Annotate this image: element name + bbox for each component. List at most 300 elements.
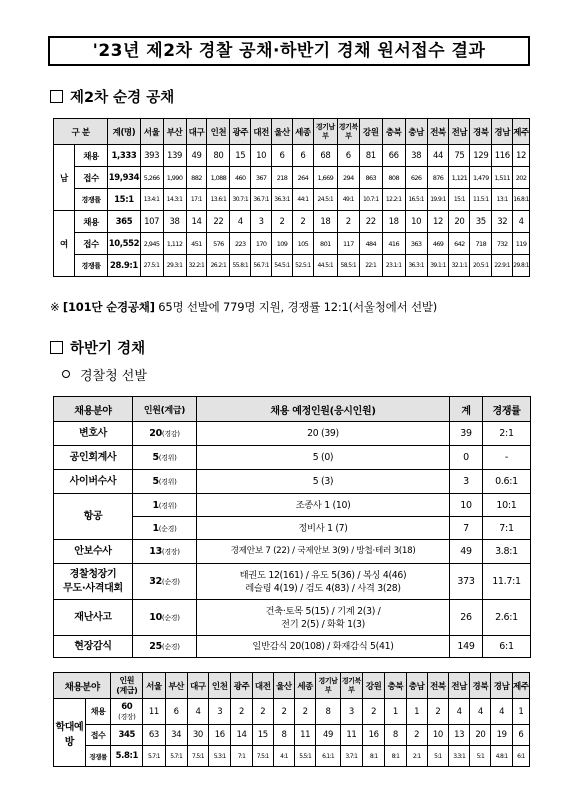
value-cell: 801	[313, 233, 337, 255]
value-cell: 5.7:1	[143, 746, 165, 767]
section-heading-2-text: 하반기 경채	[70, 341, 146, 357]
table-header-row	[54, 673, 530, 699]
value-cell: 15	[230, 145, 251, 167]
table-header-row	[54, 397, 531, 422]
value-cell: 2	[295, 699, 316, 725]
table-row	[54, 564, 531, 600]
value-cell: 12.2:1	[382, 189, 405, 211]
value-cell: 416	[382, 233, 405, 255]
value-cell: 13	[449, 725, 470, 746]
value-cell: 20.5:1	[470, 255, 492, 277]
total-cell: 7	[450, 517, 483, 540]
value-cell: 49:1	[337, 189, 359, 211]
count-cell: 13(경장)	[133, 540, 197, 564]
section-heading-1-text: 제2차 순경 공채	[70, 90, 175, 106]
detail-cell: 태권도 12(161) / 유도 5(36) / 복싱 4(46) 레슬링 4(19) / 검도 4(83) / 사격 3(28)	[197, 564, 450, 600]
header-region: 제주	[512, 673, 529, 699]
value-cell: 1	[385, 699, 406, 725]
row-label-cell: 경쟁률	[74, 189, 107, 211]
header-region: 울산	[273, 673, 294, 699]
total-cell: 10,552	[108, 233, 140, 255]
value-cell: 39.1:1	[427, 255, 449, 277]
value-cell: 29.3:1	[163, 255, 186, 277]
value-cell: 14.3:1	[163, 189, 186, 211]
value-cell: 1,990	[163, 167, 186, 189]
total-cell: 0	[450, 446, 483, 470]
value-cell: 469	[427, 233, 449, 255]
ratio-cell: 0.6:1	[483, 470, 531, 494]
value-cell: 6	[337, 145, 359, 167]
value-cell: 17:1	[186, 189, 207, 211]
value-cell: 1,511	[492, 167, 513, 189]
value-cell: 876	[427, 167, 449, 189]
value-cell: 1	[406, 699, 427, 725]
value-cell: 218	[272, 167, 293, 189]
value-cell: 4	[230, 211, 251, 233]
value-cell: 49	[316, 725, 340, 746]
header-region: 경기남부	[316, 673, 340, 699]
row-label-cell: 경쟁률	[74, 255, 107, 277]
square-bullet-icon	[50, 341, 63, 354]
value-cell: 54.5:1	[272, 255, 293, 277]
ratio-cell: -	[483, 446, 531, 470]
value-cell: 24.5:1	[313, 189, 337, 211]
row-label-cell: 접수	[74, 167, 107, 189]
value-cell: 6:1	[512, 746, 529, 767]
total-cell: 1,333	[108, 145, 140, 167]
value-cell: 44	[427, 145, 449, 167]
value-cell: 30	[187, 725, 208, 746]
value-cell: 20	[470, 725, 491, 746]
value-cell: 129	[470, 145, 492, 167]
value-cell: 367	[251, 167, 272, 189]
value-cell: 107	[140, 211, 163, 233]
row-label-cell: 채용	[85, 699, 111, 725]
value-cell: 14	[231, 725, 252, 746]
total-cell: 60 (경장)	[111, 699, 143, 725]
total-cell: 373	[450, 564, 483, 600]
value-cell: 36.3:1	[405, 255, 427, 277]
field-cell: 학대예방	[54, 699, 86, 767]
value-cell: 7.5:1	[252, 746, 273, 767]
value-cell: 8	[273, 725, 294, 746]
value-cell: 66	[382, 145, 405, 167]
value-cell: 2	[292, 211, 313, 233]
total-cell: 345	[111, 725, 143, 746]
value-cell: 22	[359, 211, 382, 233]
footnote	[50, 299, 437, 315]
total-cell: 3	[450, 470, 483, 494]
header-region: 전북	[427, 119, 449, 145]
value-cell: 10.7:1	[359, 189, 382, 211]
header-region: 인천	[207, 119, 230, 145]
table-row	[54, 540, 531, 564]
value-cell: 119	[513, 233, 530, 255]
header-region: 서울	[140, 119, 163, 145]
table-row	[54, 600, 531, 636]
value-cell: 5.7:1	[165, 746, 187, 767]
value-cell: 10	[427, 725, 448, 746]
value-cell: 882	[186, 167, 207, 189]
value-cell: 2	[231, 699, 252, 725]
value-cell: 451	[186, 233, 207, 255]
value-cell: 105	[292, 233, 313, 255]
value-cell: 10	[251, 145, 272, 167]
count-cell: 10(순경)	[133, 600, 197, 636]
value-cell: 18	[313, 211, 337, 233]
total-cell: 19,934	[108, 167, 140, 189]
sub-heading-text: 경찰청 선발	[80, 369, 147, 384]
field-cell: 재난사고	[54, 600, 133, 636]
header-region: 경기남부	[313, 119, 337, 145]
header-region: 충북	[382, 119, 405, 145]
value-cell: 808	[382, 167, 405, 189]
gender-cell: 남	[54, 145, 75, 211]
value-cell: 27.5:1	[140, 255, 163, 277]
value-cell: 32	[492, 211, 513, 233]
count-cell: 5(경위)	[133, 446, 197, 470]
value-cell: 16.8:1	[513, 189, 530, 211]
value-cell: 52.5:1	[292, 255, 313, 277]
value-cell: 732	[492, 233, 513, 255]
value-cell: 5,266	[140, 167, 163, 189]
value-cell: 5.5:1	[295, 746, 316, 767]
ratio-cell: 11.7:1	[483, 564, 531, 600]
header-region: 대전	[252, 673, 273, 699]
value-cell: 576	[207, 233, 230, 255]
value-cell: 44:1	[292, 189, 313, 211]
value-cell: 484	[359, 233, 382, 255]
header-region: 대구	[187, 673, 208, 699]
value-cell: 1,088	[207, 167, 230, 189]
note-text: 65명 선발에 779명 지원, 경쟁률 12:1(서울청에서 선발)	[154, 300, 438, 314]
header-region: 경남	[491, 673, 512, 699]
value-cell: 32.2:1	[186, 255, 207, 277]
value-cell: 1	[512, 699, 529, 725]
value-cell: 4	[513, 211, 530, 233]
table-row	[54, 746, 530, 767]
table-row	[54, 699, 530, 725]
value-cell: 4	[491, 699, 512, 725]
count-cell: 1(경위)	[133, 494, 197, 517]
table-row	[54, 470, 531, 494]
header-cell: 채용 예정인원(응시인원)	[197, 397, 450, 422]
value-cell: 16	[363, 725, 385, 746]
header-cell: 계	[450, 397, 483, 422]
circle-bullet-icon	[62, 370, 70, 378]
table-row	[54, 446, 531, 470]
value-cell: 1,112	[163, 233, 186, 255]
value-cell: 18	[382, 211, 405, 233]
header-region: 광주	[230, 119, 251, 145]
field-cell: 항공	[54, 494, 133, 540]
count-cell: 25(순경)	[133, 636, 197, 658]
value-cell: 20	[449, 211, 470, 233]
total-cell: 5.8:1	[111, 746, 143, 767]
table-header-row	[54, 119, 530, 145]
header-region: 경기북부	[340, 673, 362, 699]
value-cell: 8:1	[385, 746, 406, 767]
count-cell: 1(순경)	[133, 517, 197, 540]
value-cell: 363	[405, 233, 427, 255]
value-cell: 23.1:1	[382, 255, 405, 277]
row-label-cell: 접수	[74, 233, 107, 255]
value-cell: 4.8:1	[491, 746, 512, 767]
header-region: 경남	[492, 119, 513, 145]
value-cell: 44.5:1	[313, 255, 337, 277]
value-cell: 3.3:1	[449, 746, 470, 767]
value-cell: 15	[252, 725, 273, 746]
gender-cell: 여	[54, 211, 75, 277]
row-label-cell: 접수	[85, 725, 111, 746]
square-bullet-icon	[50, 90, 63, 103]
header-region: 전남	[449, 673, 470, 699]
detail-cell: 5 (0)	[197, 446, 450, 470]
value-cell: 264	[292, 167, 313, 189]
table-row	[54, 494, 531, 517]
value-cell: 16	[209, 725, 231, 746]
value-cell: 3.7:1	[340, 746, 362, 767]
header-cell: 경쟁률	[483, 397, 531, 422]
value-cell: 80	[207, 145, 230, 167]
header-region: 광주	[231, 673, 252, 699]
header-region: 경기북부	[337, 119, 359, 145]
section-heading-1	[50, 86, 174, 107]
value-cell: 117	[337, 233, 359, 255]
row-label-cell: 채용	[74, 145, 107, 167]
value-cell: 139	[163, 145, 186, 167]
table-row	[54, 211, 530, 233]
count-cell: 20(경감)	[133, 422, 197, 446]
table-row	[54, 255, 530, 277]
value-cell: 5.3:1	[209, 746, 231, 767]
value-cell: 13.6:1	[207, 189, 230, 211]
header-region: 대전	[251, 119, 272, 145]
header-count: 인원 (계급)	[111, 673, 143, 699]
value-cell: 36.3:1	[272, 189, 293, 211]
header-region: 충남	[405, 119, 427, 145]
value-cell: 4	[449, 699, 470, 725]
header-region: 충북	[385, 673, 406, 699]
value-cell: 11	[295, 725, 316, 746]
field-cell: 경찰청장기 무도·사격대회	[54, 564, 133, 600]
value-cell: 1,669	[313, 167, 337, 189]
header-region: 부산	[165, 673, 187, 699]
value-cell: 12	[513, 145, 530, 167]
value-cell: 2	[406, 725, 427, 746]
value-cell: 30.7:1	[230, 189, 251, 211]
total-cell: 15:1	[108, 189, 140, 211]
detail-cell: 5 (3)	[197, 470, 450, 494]
value-cell: 15:1	[449, 189, 470, 211]
value-cell: 5:1	[427, 746, 448, 767]
value-cell: 32.1:1	[449, 255, 470, 277]
total-cell: 49	[450, 540, 483, 564]
value-cell: 6	[272, 145, 293, 167]
value-cell: 8	[316, 699, 340, 725]
value-cell: 4:1	[273, 746, 294, 767]
field-cell: 현장감식	[54, 636, 133, 658]
value-cell: 393	[140, 145, 163, 167]
value-cell: 4	[470, 699, 491, 725]
total-cell: 149	[450, 636, 483, 658]
header-region: 울산	[272, 119, 293, 145]
header-region: 경북	[470, 673, 491, 699]
table-row	[54, 167, 530, 189]
value-cell: 460	[230, 167, 251, 189]
table-row	[54, 189, 530, 211]
value-cell: 1,121	[449, 167, 470, 189]
detail-cell: 건축·토목 5(15) / 기계 2(3) / 전기 2(5) / 화확 1(3)	[197, 600, 450, 636]
value-cell: 34	[165, 725, 187, 746]
value-cell: 2,945	[140, 233, 163, 255]
page-title: '23년 제2차 경찰 공채·하반기 경채 원서접수 결과	[48, 36, 530, 66]
value-cell: 6	[292, 145, 313, 167]
value-cell: 2	[252, 699, 273, 725]
count-cell: 32(순경)	[133, 564, 197, 600]
header-region: 제주	[513, 119, 530, 145]
value-cell: 2	[337, 211, 359, 233]
value-cell: 7.5:1	[187, 746, 208, 767]
value-cell: 8:1	[363, 746, 385, 767]
value-cell: 55.8:1	[230, 255, 251, 277]
table-row	[54, 422, 531, 446]
value-cell: 58.5:1	[337, 255, 359, 277]
header-region: 경북	[470, 119, 492, 145]
value-cell: 718	[470, 233, 492, 255]
header-group: 구 분	[54, 119, 108, 145]
header-region: 전북	[427, 673, 448, 699]
value-cell: 36.7:1	[251, 189, 272, 211]
value-cell: 170	[251, 233, 272, 255]
value-cell: 19.9:1	[427, 189, 449, 211]
total-cell: 26	[450, 600, 483, 636]
ratio-cell: 7:1	[483, 517, 531, 540]
field-cell: 공인회계사	[54, 446, 133, 470]
value-cell: 11	[143, 699, 165, 725]
value-cell: 49	[186, 145, 207, 167]
table1-body	[54, 145, 530, 277]
recruitment-table-1	[53, 118, 530, 277]
table-row	[54, 233, 530, 255]
field-cell: 변호사	[54, 422, 133, 446]
table-row	[54, 145, 530, 167]
value-cell: 13:1	[492, 189, 513, 211]
value-cell: 35	[470, 211, 492, 233]
section-heading-2	[50, 337, 145, 358]
value-cell: 81	[359, 145, 382, 167]
value-cell: 10	[405, 211, 427, 233]
value-cell: 202	[513, 167, 530, 189]
header-region: 세종	[295, 673, 316, 699]
note-bold: [101단 순경공채]	[62, 300, 155, 314]
header-region: 인천	[209, 673, 231, 699]
value-cell: 68	[313, 145, 337, 167]
value-cell: 63	[143, 725, 165, 746]
value-cell: 38	[405, 145, 427, 167]
value-cell: 13.4:1	[140, 189, 163, 211]
total-cell: 365	[108, 211, 140, 233]
value-cell: 2	[363, 699, 385, 725]
value-cell: 7:1	[231, 746, 252, 767]
header-region: 대구	[186, 119, 207, 145]
ratio-cell: 6:1	[483, 636, 531, 658]
value-cell: 2	[273, 699, 294, 725]
value-cell: 294	[337, 167, 359, 189]
value-cell: 6	[512, 725, 529, 746]
value-cell: 19	[491, 725, 512, 746]
value-cell: 22:1	[359, 255, 382, 277]
value-cell: 56.7:1	[251, 255, 272, 277]
value-cell: 109	[272, 233, 293, 255]
detail-cell: 조종사 1 (10)	[197, 494, 450, 517]
value-cell: 3	[251, 211, 272, 233]
value-cell: 14	[186, 211, 207, 233]
value-cell: 5:1	[470, 746, 491, 767]
value-cell: 11	[340, 725, 362, 746]
total-cell: 28.9:1	[108, 255, 140, 277]
value-cell: 4	[187, 699, 208, 725]
value-cell: 2	[272, 211, 293, 233]
field-cell: 사이버수사	[54, 470, 133, 494]
value-cell: 22	[207, 211, 230, 233]
header-region: 강원	[363, 673, 385, 699]
row-label-cell: 경쟁률	[85, 746, 111, 767]
row-label-cell: 채용	[74, 211, 107, 233]
header-region: 강원	[359, 119, 382, 145]
sub-heading	[62, 365, 147, 384]
recruitment-table-3	[53, 672, 530, 767]
value-cell: 75	[449, 145, 470, 167]
detail-cell: 20 (39)	[197, 422, 450, 446]
value-cell: 8	[385, 725, 406, 746]
value-cell: 2:1	[406, 746, 427, 767]
table3-body	[54, 699, 530, 767]
value-cell: 29.8:1	[513, 255, 530, 277]
value-cell: 626	[405, 167, 427, 189]
table-row	[54, 636, 531, 658]
value-cell: 6	[165, 699, 187, 725]
value-cell: 3	[340, 699, 362, 725]
header-cell: 인원(계급)	[133, 397, 197, 422]
total-cell: 10	[450, 494, 483, 517]
ratio-cell: 3.8:1	[483, 540, 531, 564]
header-region: 세종	[292, 119, 313, 145]
ratio-cell: 2.6:1	[483, 600, 531, 636]
field-cell: 안보수사	[54, 540, 133, 564]
value-cell: 11.5:1	[470, 189, 492, 211]
header-region: 충남	[406, 673, 427, 699]
note-mark: ※	[50, 300, 60, 314]
value-cell: 1,479	[470, 167, 492, 189]
ratio-cell: 2:1	[483, 422, 531, 446]
value-cell: 6.1:1	[316, 746, 340, 767]
value-cell: 38	[163, 211, 186, 233]
value-cell: 16.5:1	[405, 189, 427, 211]
detail-cell: 일반감식 20(108) / 화재감식 5(41)	[197, 636, 450, 658]
table-row	[54, 725, 530, 746]
value-cell: 22.9:1	[492, 255, 513, 277]
header-cell: 채용분야	[54, 397, 133, 422]
value-cell: 642	[449, 233, 470, 255]
value-cell: 26.2:1	[207, 255, 230, 277]
detail-cell: 정비사 1 (7)	[197, 517, 450, 540]
count-cell: 5(경위)	[133, 470, 197, 494]
header-total: 계(명)	[108, 119, 140, 145]
detail-cell: 경제안보 7 (22) / 국제안보 3(9) / 방첩·테러 3(18)	[197, 540, 450, 564]
value-cell: 12	[427, 211, 449, 233]
value-cell: 116	[492, 145, 513, 167]
